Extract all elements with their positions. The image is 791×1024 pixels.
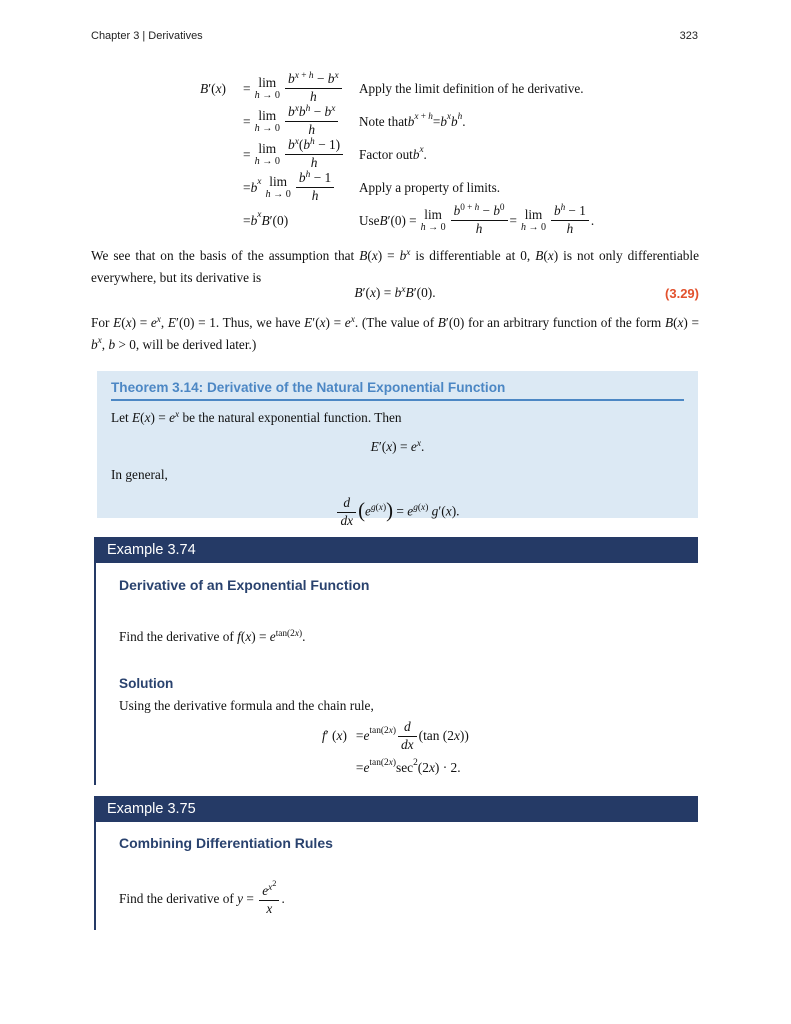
page-number: 323 <box>679 30 698 42</box>
equation-rhs: = lim h → 0 $\frac{b^x(b^h - 1)}{h}$ <box>243 138 359 170</box>
equation-rhs: = e $^{tan(2x )}$ sec $^2$ (2 x ) · 2. <box>355 757 461 775</box>
example-header-label: Example 3.75 <box>107 801 196 817</box>
solution-intro: Using the derivative formula and the chain rule, <box>119 698 374 713</box>
equation-rhs: = b $^x$ lim h → 0 $\frac{b^h - 1}{h}$ <box>243 171 359 203</box>
equation-number-tag: (3.29) <box>665 286 699 301</box>
example-header-label: Example 3.74 <box>107 542 196 558</box>
page-header <box>91 30 698 42</box>
theorem-title: Theorem 3.14: Derivative of the Natural Exponential Function <box>111 380 684 401</box>
theorem-equation-2: $\frac{d}{dx}$ $(e^{g(x)}) = e^{g(x)}$ g′(x). <box>111 496 684 528</box>
equation-lhs <box>322 752 347 783</box>
derivation-row <box>200 105 698 138</box>
equation-note: Note that b $^{x + h}$ = b $^x$ b $^h$ . <box>359 111 466 129</box>
derivation-row <box>200 204 698 237</box>
example-title: Combining Differentiation Rules <box>119 835 333 851</box>
solution-heading: Solution <box>119 676 174 691</box>
chapter-label: Chapter 3 | Derivatives <box>91 30 203 42</box>
equation-rhs: = b $^x$ B ′(0) <box>243 210 289 228</box>
derivation-block <box>200 72 698 237</box>
derivation-row <box>200 171 698 204</box>
example-title: Derivative of an Exponential Function <box>119 577 370 593</box>
equation-math: $B'(x) = b^xB'(0)$. <box>354 284 436 300</box>
theorem-middle-text: In general, <box>111 467 168 482</box>
equation-note: Factor out b $^x$ . <box>359 144 427 162</box>
theorem-box <box>97 371 698 528</box>
example-3-75-header-bar <box>94 796 698 822</box>
equation-rhs: = e $^{tan(2x )}$ $\frac{d}{dx}$ (tan (2 x )) <box>355 719 469 752</box>
example-prompt: Find the derivative of $f(x) = e^{tan(2x)}$. <box>119 628 306 644</box>
equation-note: Apply the limit definition of he derivative. <box>359 80 584 96</box>
example-prompt: Find the derivative of y = $\frac{e^{x^2}}{x}$ . <box>119 879 285 916</box>
theorem-intro: Let $E(x) = e^x$ be the natural exponential function. Then <box>111 409 402 425</box>
equation-rhs: = lim h → 0 $\frac{b^{x + h} - b^x}{h}$ <box>243 72 359 104</box>
display-equation-329 <box>91 285 699 301</box>
equation-rhs: = lim h → 0 $\frac{b^xb^h - b^x}{h}$ <box>243 105 359 137</box>
equation-lhs: f ′ ( x ) <box>322 728 347 744</box>
solution-equations <box>322 720 698 783</box>
example-3-74-body <box>94 563 698 785</box>
body-paragraph: For $E(x) = e^x$, E′(0) = 1. Thus, we have $E'(x) = e^x$. (The value of B′(0) for an arbitrary function of the form $B(x) = b^x$, b > 0, will be derived later.) <box>91 314 699 352</box>
theorem-equation-1: $E'(x) = e^x$. <box>370 438 425 454</box>
equation-note: Apply a property of limits. <box>359 179 501 195</box>
derivation-row <box>200 72 698 105</box>
example-3-75-body <box>94 822 698 930</box>
example-3-74-header-bar <box>94 537 698 563</box>
derivation-row <box>200 138 698 171</box>
equation-lhs: B ′( x ) <box>200 80 226 96</box>
body-paragraph: We see that on the basis of the assumption that $B(x) = b^x$ is differentiable at 0, B(x) is not only differentiable everywhere, but its derivative is <box>91 247 699 285</box>
equation-note: Use B ′(0) = lim h → 0 $\frac{b^{0 + h} - b^0}{h}$ = lim h → 0 $\frac{b^h - 1}{h}$ . <box>359 202 595 236</box>
